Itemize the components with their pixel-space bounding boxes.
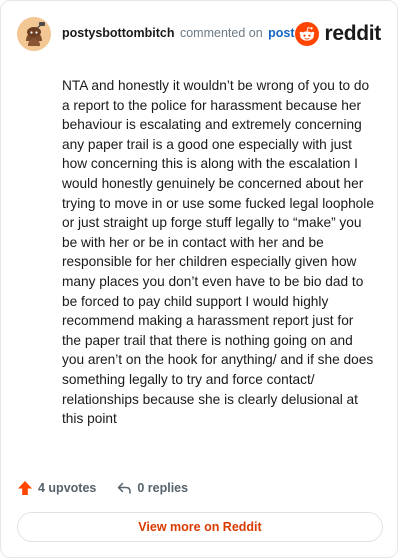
snoo-avatar-icon (17, 17, 51, 51)
reply-count: 0 replies (137, 481, 189, 495)
upvote-arrow-icon (17, 480, 33, 496)
avatar[interactable] (17, 17, 51, 51)
upvote-button[interactable] (17, 480, 96, 496)
comment-body: NTA and honestly it wouldn’t be wrong of you to do a report to the police for harassment because her behaviour is escalating and extremely concerning any paper trail is a good one especially with just how concerning this is along with the escalation I would honestly genuinely be concerned about her trying to move in or use some fucked legal loophole or just straight up forge stuff legally to “make” you be with her or be in contact with her and be responsible for her children especially given how many places you don’t even have to be bio dad to be forced to pay child support I would highly recommend making a harassment report just for the paper trail that there is nothing going on and you aren’t on the hook for anything/ and if she does something legally to try and force contact/ relationships because she is clearly delusional at this point (62, 78, 374, 427)
post-link[interactable]: post (268, 26, 295, 40)
username-link[interactable]: postysbottombitch (62, 26, 175, 40)
comment-actions (17, 477, 188, 499)
username-line (62, 26, 295, 40)
reddit-wordmark: reddit (324, 22, 381, 45)
upvote-count: 4 upvotes (38, 481, 97, 495)
replies-button[interactable] (116, 480, 188, 496)
reddit-logo[interactable] (295, 20, 381, 48)
commented-on-text: commented on (179, 26, 263, 40)
reply-arrow-icon (116, 480, 132, 496)
view-more-on-reddit-button[interactable]: View more on Reddit (17, 512, 383, 542)
comment-header (17, 17, 381, 51)
reddit-logo-icon (295, 22, 319, 46)
